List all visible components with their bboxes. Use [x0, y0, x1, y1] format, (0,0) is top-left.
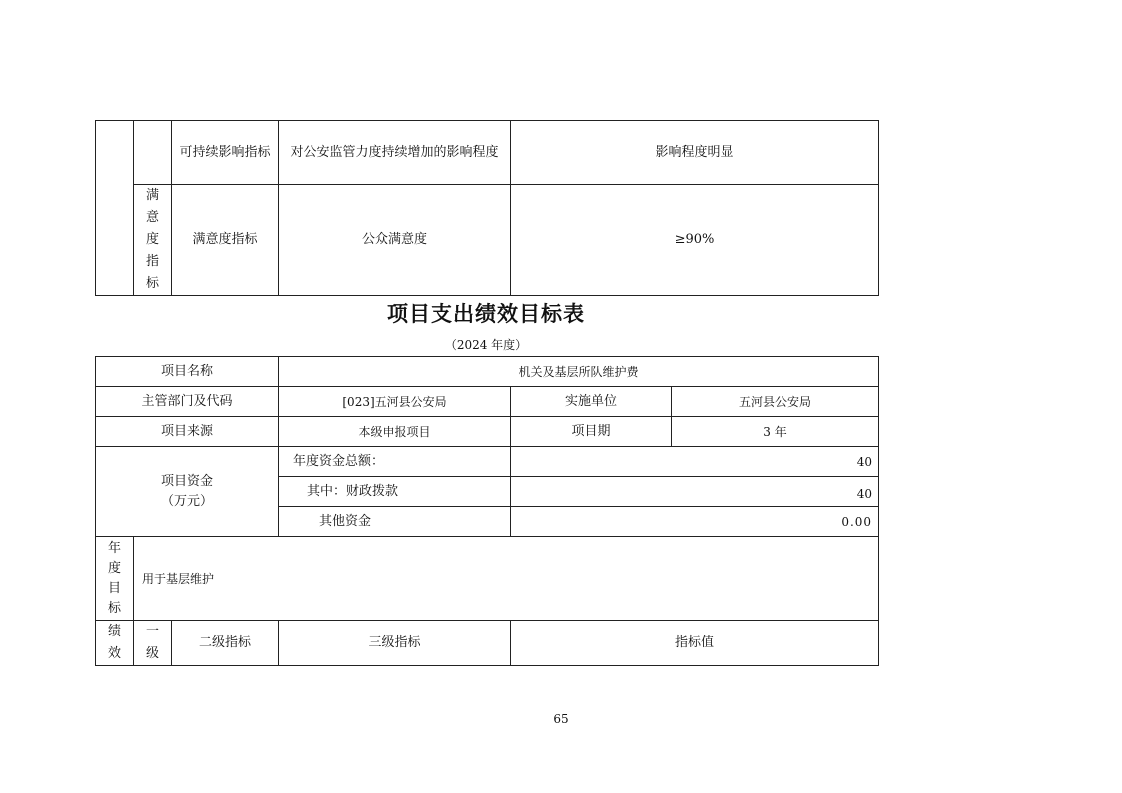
perf-column-cell — [96, 121, 134, 296]
level3-indicator-header: 三级指标 — [279, 621, 511, 666]
level1-char-1: 一 — [145, 624, 159, 639]
satisfaction-char-1: 满 — [145, 188, 159, 203]
public-satisfaction-indicator: 公众满意度 — [279, 185, 511, 296]
period-label: 项目期 — [511, 417, 672, 447]
satisfaction-secondary-label: 满意度指标 — [172, 185, 279, 296]
satisfaction-char-4: 指 — [145, 254, 159, 269]
impl-unit-value: 五河县公安局 — [672, 387, 879, 417]
impl-unit-label: 实施单位 — [511, 387, 672, 417]
source-label: 项目来源 — [96, 417, 279, 447]
indicator-value-header: 指标值 — [511, 621, 879, 666]
fiscal-allocation-label: 其中：财政拨款 — [279, 477, 511, 507]
public-satisfaction-value: ≥90% — [511, 185, 879, 296]
level2-indicator-header: 二级指标 — [172, 621, 279, 666]
level1-char-2: 级 — [145, 646, 159, 661]
annual-goal-char-3: 目 — [107, 580, 121, 596]
page-number: 65 — [553, 712, 569, 726]
fiscal-year-subtitle: （2024 年度） — [444, 338, 528, 352]
dept-label: 主管部门及代码 — [96, 387, 279, 417]
project-name-label: 项目名称 — [96, 357, 279, 387]
period-value: 3 年 — [672, 417, 879, 447]
satisfaction-char-2: 意 — [145, 210, 159, 225]
satisfaction-char-5: 标 — [145, 276, 159, 291]
annual-goal-char-2: 度 — [107, 560, 121, 576]
annual-goal-char-1: 年 — [107, 540, 121, 556]
performance-char-2: 效 — [107, 646, 121, 661]
annual-goal-char-4: 标 — [107, 600, 121, 616]
source-value: 本级申报项目 — [279, 417, 511, 447]
page-title: 项目支出绩效目标表 — [387, 302, 585, 326]
level1-indicator-header — [134, 621, 172, 666]
total-funds-label: 年度资金总额： — [279, 447, 511, 477]
performance-char-1: 绩 — [107, 624, 121, 639]
funds-label-line1: 项目资金 — [161, 474, 214, 489]
other-funds-label: 其他资金 — [279, 507, 511, 537]
indicator-continuation-table — [95, 120, 879, 296]
annual-goal-label — [96, 537, 134, 621]
project-name-value: 机关及基层所队维护费 — [279, 357, 879, 387]
funds-label — [96, 447, 279, 537]
annual-goal-value: 用于基层维护 — [134, 537, 879, 621]
supervision-impact-value: 影响程度明显 — [511, 121, 879, 185]
satisfaction-primary-label — [134, 185, 172, 296]
satisfaction-char-3: 度 — [145, 232, 159, 247]
sustainable-impact-label: 可持续影响指标 — [172, 121, 279, 185]
funds-label-line2: （万元） — [161, 493, 214, 509]
total-funds-value: 40 — [511, 447, 879, 477]
primary-indicator-cell — [134, 121, 172, 185]
dept-value: [023]五河县公安局 — [279, 387, 511, 417]
performance-label — [96, 621, 134, 666]
other-funds-value: 0.00 — [511, 507, 879, 537]
fiscal-allocation-value: 40 — [511, 477, 879, 507]
supervision-impact-indicator: 对公安监管力度持续增加的影响程度 — [279, 121, 511, 185]
performance-target-table — [95, 356, 879, 666]
